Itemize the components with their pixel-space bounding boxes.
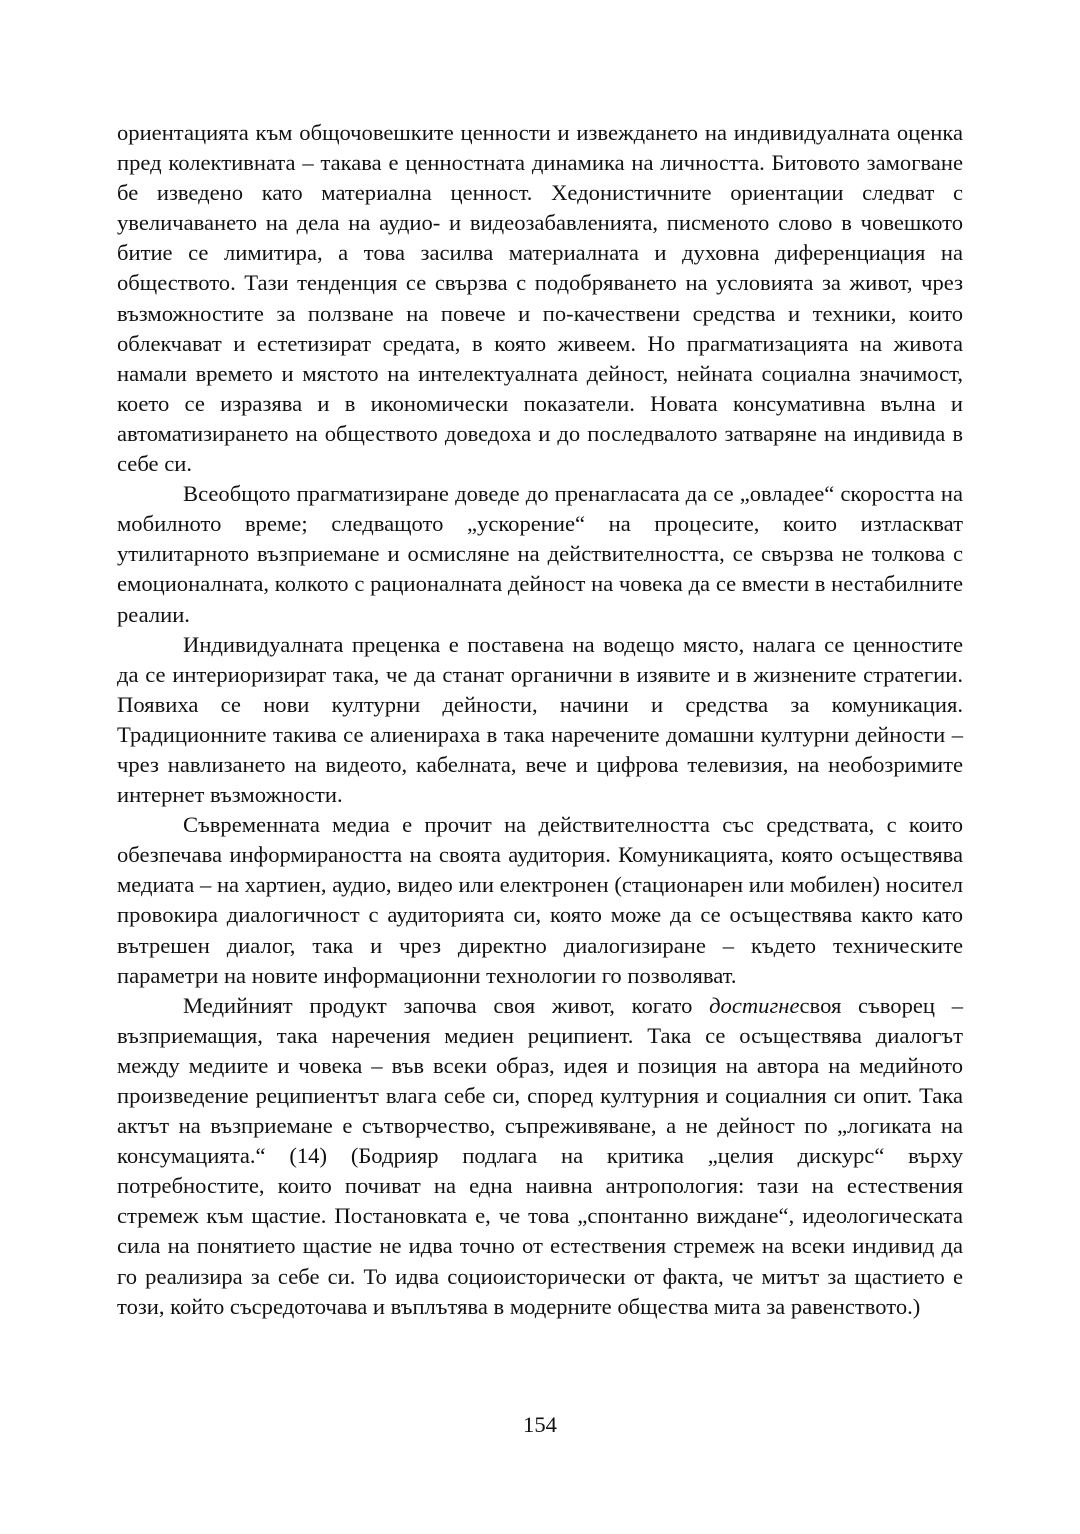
paragraph-2: Всеобщото прагматизиране доведе до пренагласата да се „овладее“ скоростта на мобилното време; следващото „ускорение“ на процесите, които изтласкват утилитарното възприемане и осмисляне на действителността, се свързва не толкова с емоционалната, колкото с рационалната дейност на човека да се вмести в нестабилните реалии. [117,481,963,627]
paragraph-3: Индивидуалната преценка е поставена на водещо място, налага се ценностите да се интериоризират така, че да станат органични в изявите и в жизнените стратегии. Появиха се нови културни дейности, начини и средства за комуникация. Традиционните такива се алиенираха в така наречените домашни културни дейности – чрез навлизането на видеото, кабелната, вече и цифрова телевизия, на необозримите интернет възможности. [117,631,963,808]
body-text [117,118,963,1322]
paragraph-4: Съвременната медиа е прочит на действителността със средствата, с които обезпечава информираността на своята аудитория. Комуникацията, която осъществява медиата – на хартиен, аудио, видео или електронен (стационарен или мобилен) носител провокира диалогичност с аудиторията си, която може да се осъществява както като вътрешен диалог, така и чрез директно диалогизиране – където техническите параметри на новите информационни технологии го позволяват. [117,812,963,988]
paragraph-5-end: своя съворец – възприемащия, така наречения медиен реципиент. Така се осъществява диалогът между медиите и човека – във всеки образ, идея и позиция на автора на медийното произведение реципиентът влага себе си, според културния и социалния си опит. Така актът на възприемане е сътворчество, съпреживяване, а не дейност по „логиката на консумацията.“ (14) (Бодрияр подлага на критика „целия дискурс“ върху потребностите, които почиват на една наивна антропология: тази на естествения стремеж към щастие. Постановката е, че това „спонтанно виждане“, идеологическата сила на понятието щастие не идва точно от естествения стремеж на всеки индивид да го реализира за себе си. То идва социоисторически от факта, че митът за щастието е този, който съсредоточава и въплътява в модерните общества мита за равенството.) [117,992,964,1319]
paragraph-5 [117,991,963,1322]
page-number: 154 [523,1412,557,1437]
paragraph-5-start: Медийният продукт започва своя живот, когато [183,992,710,1018]
paragraph-5-italic: достигне [709,992,800,1018]
paragraph-1: ориентацията към общочовешките ценности и извеждането на индивидуалната оценка пред колективната – такава е ценностната динамика на личността. Битовото замогване бе изведено като материална ценност. Хедонистичните ориентации следват с увеличаването на дела на аудио- и видеозабавленията, писменото слово в човешкото битие се лимитира, а това засилва материалната и духовна диференциация на обществото. Тази тенденция се свързва с подобряването на условията за живот, чрез възможностите за ползване на повече и по-качествени средства и техники, които облекчават и естетизират средата, в която живеем. Но прагматизацията на живота намали времето и мястото на интелектуалната дейност, нейната социална значимост, което се изразява и в икономически показатели. Новата консумативна вълна и автоматизирането на обществото доведоха и до последвалото затваряне на индивида в себе си. [117,120,963,477]
